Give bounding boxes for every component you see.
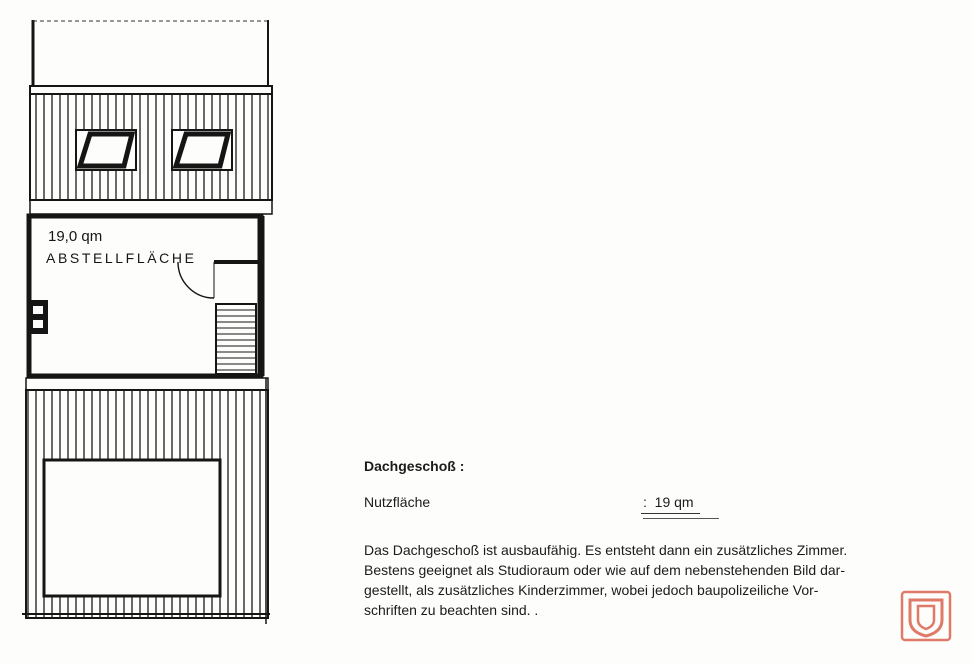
upper-roof bbox=[30, 86, 272, 214]
section-title: Dachgeschoß : bbox=[364, 458, 465, 474]
usable-area-label: Nutzfläche bbox=[364, 494, 431, 510]
description-paragraph bbox=[364, 540, 954, 620]
usable-area-value: : 19 qm bbox=[641, 494, 700, 514]
usable-area-row bbox=[364, 494, 964, 518]
description-line: schriften zu beachten sind. . bbox=[364, 602, 539, 618]
dormer-window-right bbox=[172, 130, 232, 170]
description-line: Bestens geeignet als Studioraum oder wie auf dem nebenstehenden Bild dar- bbox=[364, 562, 845, 578]
shield-logo-icon bbox=[900, 590, 952, 642]
description-line: gestellt, als zusätzliches Kinderzimmer, wobei jedoch baupolizeiliche Vor- bbox=[364, 582, 819, 598]
room-area-label: 19,0 qm bbox=[48, 228, 103, 245]
value-double-underline bbox=[643, 518, 719, 519]
chimney bbox=[28, 300, 48, 334]
description-line: Das Dachgeschoß ist ausbaufähig. Es entsteht dann ein zusätzliches Zimmer. bbox=[364, 542, 848, 558]
dormer-window-left bbox=[76, 130, 136, 170]
floor-plan-drawing bbox=[0, 0, 300, 664]
room-name-label: ABSTELLFLÄCHE bbox=[46, 250, 197, 266]
roof-window bbox=[44, 460, 220, 596]
balcony-outline bbox=[33, 20, 268, 86]
